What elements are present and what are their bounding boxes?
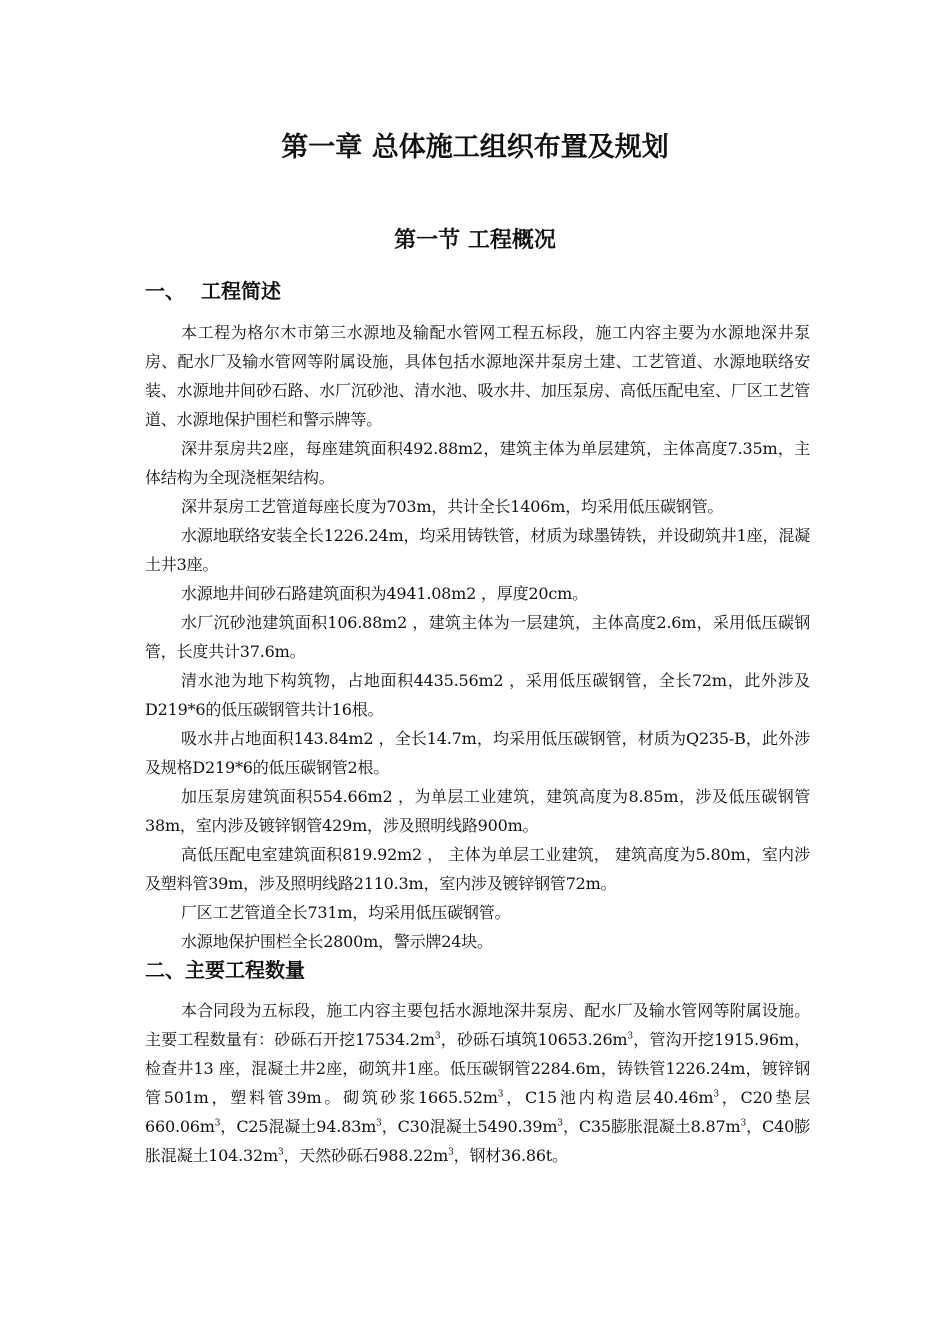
section-title: 第一节 工程概况 [394, 228, 556, 253]
chapter-title: 第一章 总体施工组织布置及规划 [281, 132, 669, 163]
unit-superscript: 3 [740, 1118, 746, 1129]
unit-superscript: 3 [214, 1118, 221, 1129]
unit-superscript: 3 [277, 1147, 284, 1158]
overview-paragraph: 深井泵房共2座，每座建筑面积492.88m2，建筑主体为单层建筑，主体高度7.35m，主体结构为全现浇框架结构。 [145, 439, 810, 487]
overview-paragraph: 深井泵房工艺管道每座长度为703m，共计全长1406m，均采用低压碳钢管。 [181, 497, 724, 516]
heading-project-overview [145, 275, 281, 307]
text-run: ，C30混凝土5490.39m [381, 1117, 558, 1136]
text-run: ，C20垫层660.06m [145, 1088, 810, 1136]
text-run: ，管沟开挖1915.96m，检查井13 座，混凝土井2座，砌筑井1座。低压碳钢管2284.6m，铸铁管1226.24m，镀锌钢管501m，塑料管39m。砌筑砂浆1665.52m [145, 1030, 810, 1107]
overview-paragraph: 高低压配电室建筑面积819.92m2 ， 主体为单层工业建筑， 建筑高度为5.80m，室内涉及塑料管39m，涉及照明线路2110.3m，室内涉及镀锌钢管72m。 [145, 845, 810, 893]
overview-paragraph: 本工程为格尔木市第三水源地及输配水管网工程五标段，施工内容主要为水源地深井泵房、配水厂及输水管网等附属设施，具体包括水源地深井泵房土建、工艺管道、水源地联络安装、水源地井间砂石路、水厂沉砂池、清水池、吸水井、加压泵房、高低压配电室、厂区工艺管道、水源地保护围栏和警示牌等。 [145, 323, 810, 429]
text-run: ，钢材36.86t。 [453, 1146, 568, 1165]
quantities-section [145, 996, 810, 1170]
overview-paragraph: 吸水井占地面积143.84m2 ，全长14.7m，均采用低压碳钢管，材质为Q235-B，此外涉及规格D219*6的低压碳钢管2根。 [145, 729, 810, 777]
overview-paragraph: 水源地保护围栏全长2800m，警示牌24块。 [181, 932, 493, 951]
unit-superscript: 3 [713, 1089, 719, 1100]
overview-paragraph: 水厂沉砂池建筑面积106.88m2 ，建筑主体为一层建筑，主体高度2.6m，采用低压碳钢管，长度共计37.6m。 [145, 613, 810, 661]
overview-paragraph: 水源地联络安装全长1226.24m，均采用铸铁管，材质为球墨铸铁，并设砌筑井1座，混凝土井3座。 [145, 526, 810, 574]
overview-paragraph: 加压泵房建筑面积554.66m2 ，为单层工业建筑，建筑高度为8.85m，涉及低压碳钢管38m，室内涉及镀锌钢管429m，涉及照明线路900m。 [145, 787, 810, 835]
overview-paragraph: 清水池为地下构筑物，占地面积4435.56m2 ，采用低压碳钢管，全长72m，此外涉及D219*6的低压碳钢管共计16根。 [145, 671, 810, 719]
overview-paragraph: 水源地井间砂石路建筑面积为4941.08m2 ，厚度20cm。 [181, 584, 588, 603]
text-run: ，天然砂砾石988.22m [283, 1146, 449, 1165]
unit-superscript: 3 [627, 1031, 633, 1042]
heading-text: 工程简述 [201, 279, 281, 303]
unit-superscript: 3 [376, 1118, 382, 1129]
overview-paragraph: 厂区工艺管道全长731m，均采用低压碳钢管。 [181, 903, 511, 922]
text-run: ，C35膨胀混凝土8.87m [562, 1117, 741, 1136]
overview-section [145, 318, 810, 956]
quantities-paragraph [145, 996, 810, 1170]
unit-superscript: 3 [557, 1118, 563, 1129]
unit-superscript: 3 [434, 1031, 441, 1042]
text-run: 本合同段为五标段，施工内容主要包括水源地深井泵房、配水厂及输水管网等附属设施。主要工程数量有：砂砾石开挖17534.2m [145, 1001, 810, 1049]
text-run: ，砂砾石填筑10653.26m [440, 1030, 628, 1049]
heading-text: 主要工程数量 [185, 958, 305, 982]
heading-number: 二、 [145, 958, 185, 982]
text-run: ，C40膨胀混凝土104.32m [145, 1117, 810, 1165]
unit-superscript: 3 [497, 1089, 504, 1100]
heading-main-quantities [145, 954, 305, 986]
text-run: ，C15池内构造层40.46m [503, 1088, 714, 1107]
unit-superscript: 3 [448, 1147, 454, 1158]
text-run: ，C25混凝土94.83m [220, 1117, 377, 1136]
heading-number: 一、 [145, 279, 185, 303]
